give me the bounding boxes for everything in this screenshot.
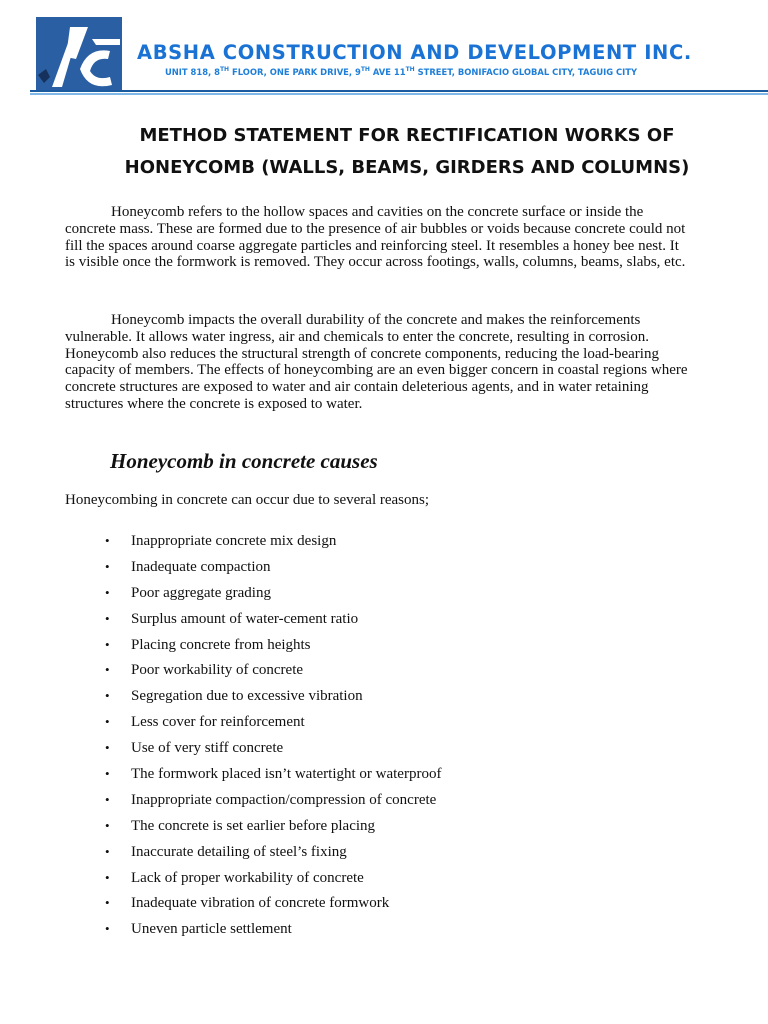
bullet-icon: • [105,558,110,574]
company-address: UNIT 818, 8TH FLOOR, ONE PARK DRIVE, 9TH AVE 11TH STREET, BONIFACIO GLOBAL CITY, TAGUIG CITY [165,66,638,77]
bullet-icon: • [105,895,110,911]
cause-text: Inadequate vibration of concrete formwork [131,895,390,912]
header-divider-accent [30,93,768,95]
bullet-icon: • [105,714,110,730]
bullet-icon: • [105,869,110,885]
bullet-icon: • [105,688,110,704]
cause-text: Segregation due to excessive vibration [131,688,363,705]
bullet-icon: • [105,636,110,652]
bullet-icon: • [105,817,110,833]
cause-text: Uneven particle settlement [131,921,292,938]
document-title-line-2: HONEYCOMB (WALLS, BEAMS, GIRDERS AND COLUMNS) [124,157,690,178]
section-heading: Honeycomb in concrete causes [110,449,378,473]
bullet-icon: • [105,610,110,626]
cause-text: Inappropriate compaction/compression of concrete [131,791,437,808]
bullet-icon: • [105,766,110,782]
bullet-icon: • [105,843,110,859]
paragraph-definition: Honeycomb refers to the hollow spaces and cavities on the concrete surface or inside the concrete mass. These are formed due to the presence of air bubbles or voids because concrete could not fill the spaces around coarse aggregate particles and reinforcing steel. It resembles a honey bee nest. It is visible once the formwork is removed. They occur across footings, walls, columns, beams, slabs, etc. [65,204,686,271]
bullet-icon: • [105,584,110,600]
bullet-icon: • [105,791,110,807]
cause-text: The concrete is set earlier before placing [131,817,376,834]
company-name: ABSHA CONSTRUCTION AND DEVELOPMENT INC. [137,41,692,64]
cause-text: Placing concrete from heights [131,636,311,653]
cause-text: Less cover for reinforcement [131,714,305,731]
cause-text: The formwork placed isn’t watertight or waterproof [131,766,442,783]
bullet-icon: • [105,740,110,756]
bullet-icon: • [105,921,110,937]
cause-text: Inaccurate detailing of steel’s fixing [131,843,347,860]
bullet-icon: • [105,662,110,678]
causes-intro: Honeycombing in concrete can occur due to several reasons; [65,492,430,508]
company-logo-icon [36,17,122,92]
cause-text: Poor aggregate grading [131,584,271,601]
header-divider [30,90,768,92]
cause-text: Poor workability of concrete [131,662,304,679]
cause-text: Use of very stiff concrete [131,740,284,757]
cause-text: Lack of proper workability of concrete [131,869,364,886]
bullet-icon: • [105,533,110,548]
cause-text: Inappropriate concrete mix design [131,533,337,549]
paragraph-impact: Honeycomb impacts the overall durability of the concrete and makes the reinforcements vulnerable. It allows water ingress, air and chemicals to enter the concrete, resulting in corrosion. Honeycomb also reduces the structural strength of concrete components, reducing the load-bearing capacity of members. The effects of honeycombing are an even bigger concern in coastal regions where concrete structures are exposed to water and air contain deleterious agents, and in water retaining structures where the concrete is exposed to water. [65,312,688,412]
document-title-line-1: METHOD STATEMENT FOR RECTIFICATION WORKS OF [139,125,675,146]
cause-text: Inadequate compaction [131,558,271,575]
cause-text: Surplus amount of water-cement ratio [131,610,359,627]
